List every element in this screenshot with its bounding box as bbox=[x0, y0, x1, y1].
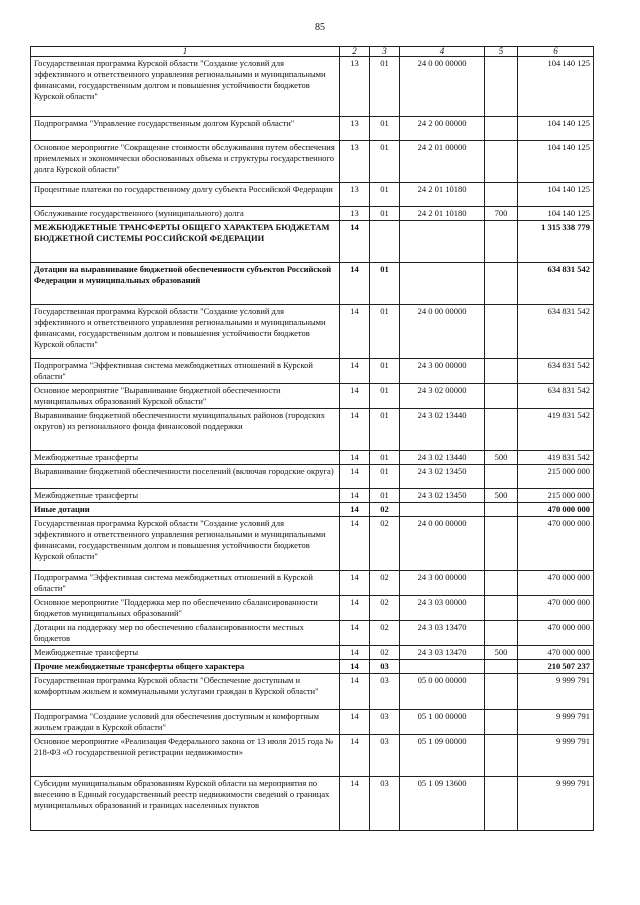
row-name-cell: Процентные платежи по государственному долгу субъекта Российской Федерации bbox=[31, 183, 340, 207]
table-row bbox=[31, 183, 594, 207]
row-section-cell: 14 bbox=[340, 465, 370, 489]
table-row bbox=[31, 489, 594, 503]
row-target-code-cell: 05 0 00 00000 bbox=[400, 674, 485, 710]
row-name-cell: Обслуживание государственного (муниципального) долга bbox=[31, 207, 340, 221]
row-name-cell: Межбюджетные трансферты bbox=[31, 451, 340, 465]
row-amount-cell: 1 315 338 779 bbox=[518, 221, 594, 263]
row-amount-cell: 104 140 125 bbox=[518, 141, 594, 183]
row-target-code-cell: 24 3 02 13440 bbox=[400, 451, 485, 465]
row-section-cell: 14 bbox=[340, 409, 370, 451]
row-amount-cell: 104 140 125 bbox=[518, 57, 594, 117]
row-subsection-cell: 03 bbox=[370, 710, 400, 735]
row-amount-cell: 215 000 000 bbox=[518, 465, 594, 489]
row-name-cell: Основное мероприятие "Поддержка мер по обеспечению сбалансированности бюджетов муниципальных образований" bbox=[31, 596, 340, 621]
table-row bbox=[31, 777, 594, 831]
table-row bbox=[31, 451, 594, 465]
row-amount-cell: 470 000 000 bbox=[518, 621, 594, 646]
row-name-cell: Подпрограмма "Эффективная система межбюджетных отношений в Курской области" bbox=[31, 571, 340, 596]
row-target-code-cell: 24 2 01 00000 bbox=[400, 141, 485, 183]
row-expense-type-cell: 500 bbox=[485, 489, 518, 503]
table-row bbox=[31, 660, 594, 674]
row-section-cell: 14 bbox=[340, 359, 370, 384]
row-subsection-cell: 02 bbox=[370, 571, 400, 596]
row-target-code-cell: 05 1 00 00000 bbox=[400, 710, 485, 735]
row-target-code-cell: 24 3 03 13470 bbox=[400, 646, 485, 660]
row-expense-type-cell bbox=[485, 117, 518, 141]
row-target-code-cell: 24 0 00 00000 bbox=[400, 517, 485, 571]
row-expense-type-cell: 700 bbox=[485, 207, 518, 221]
row-expense-type-cell bbox=[485, 359, 518, 384]
row-subsection-cell: 01 bbox=[370, 465, 400, 489]
row-amount-cell: 104 140 125 bbox=[518, 207, 594, 221]
row-section-cell: 14 bbox=[340, 777, 370, 831]
row-expense-type-cell bbox=[485, 263, 518, 305]
budget-table bbox=[30, 46, 594, 831]
row-amount-cell: 9 999 791 bbox=[518, 777, 594, 831]
row-section-cell: 13 bbox=[340, 207, 370, 221]
row-subsection-cell: 03 bbox=[370, 674, 400, 710]
row-expense-type-cell bbox=[485, 735, 518, 777]
row-subsection-cell: 03 bbox=[370, 777, 400, 831]
row-expense-type-cell bbox=[485, 465, 518, 489]
row-amount-cell: 215 000 000 bbox=[518, 489, 594, 503]
table-row bbox=[31, 517, 594, 571]
row-expense-type-cell bbox=[485, 221, 518, 263]
row-expense-type-cell bbox=[485, 409, 518, 451]
row-name-cell: Подпрограмма "Создание условий для обеспечения доступным и комфортным жильем граждан в Курской области" bbox=[31, 710, 340, 735]
row-expense-type-cell bbox=[485, 517, 518, 571]
row-name-cell: Иные дотации bbox=[31, 503, 340, 517]
row-section-cell: 14 bbox=[340, 384, 370, 409]
row-subsection-cell: 02 bbox=[370, 596, 400, 621]
col-header-6: 6 bbox=[518, 47, 594, 57]
row-subsection-cell: 02 bbox=[370, 621, 400, 646]
table-row bbox=[31, 503, 594, 517]
table-body bbox=[31, 57, 594, 831]
row-expense-type-cell bbox=[485, 183, 518, 207]
table-header-row bbox=[31, 47, 594, 57]
row-target-code-cell: 24 3 00 00000 bbox=[400, 359, 485, 384]
row-amount-cell: 9 999 791 bbox=[518, 735, 594, 777]
row-expense-type-cell bbox=[485, 384, 518, 409]
page-number: 85 bbox=[315, 22, 325, 33]
row-amount-cell: 9 999 791 bbox=[518, 710, 594, 735]
row-subsection-cell: 01 bbox=[370, 305, 400, 359]
row-section-cell: 14 bbox=[340, 305, 370, 359]
row-target-code-cell: 24 3 02 13450 bbox=[400, 489, 485, 503]
row-name-cell: Подпрограмма "Эффективная система межбюджетных отношений в Курской области" bbox=[31, 359, 340, 384]
table-row bbox=[31, 674, 594, 710]
table-row bbox=[31, 221, 594, 263]
row-name-cell: Выравнивание бюджетной обеспеченности муниципальных районов (городских округов) из регионального фонда финансовой поддержки bbox=[31, 409, 340, 451]
row-name-cell: Межбюджетные трансферты bbox=[31, 646, 340, 660]
row-amount-cell: 419 831 542 bbox=[518, 409, 594, 451]
row-name-cell: Подпрограмма "Управление государственным долгом Курской области" bbox=[31, 117, 340, 141]
table-row bbox=[31, 141, 594, 183]
row-section-cell: 14 bbox=[340, 263, 370, 305]
row-expense-type-cell bbox=[485, 674, 518, 710]
table-row bbox=[31, 571, 594, 596]
table-row bbox=[31, 207, 594, 221]
row-subsection-cell: 01 bbox=[370, 57, 400, 117]
row-amount-cell: 470 000 000 bbox=[518, 596, 594, 621]
row-section-cell: 13 bbox=[340, 183, 370, 207]
row-amount-cell: 634 831 542 bbox=[518, 359, 594, 384]
row-amount-cell: 419 831 542 bbox=[518, 451, 594, 465]
row-section-cell: 14 bbox=[340, 596, 370, 621]
row-target-code-cell: 24 3 00 00000 bbox=[400, 571, 485, 596]
row-section-cell: 14 bbox=[340, 503, 370, 517]
row-subsection-cell: 01 bbox=[370, 359, 400, 384]
table-row bbox=[31, 384, 594, 409]
row-name-cell: Выравнивание бюджетной обеспеченности поселений (включая городские округа) bbox=[31, 465, 340, 489]
row-name-cell: Дотации на выравнивание бюджетной обеспеченности субъектов Российской Федерации и муниципальных образований bbox=[31, 263, 340, 305]
row-section-cell: 13 bbox=[340, 57, 370, 117]
row-target-code-cell: 24 0 00 00000 bbox=[400, 305, 485, 359]
row-name-cell: Государственная программа Курской области "Обеспечение доступным и комфортным жильем и коммунальными услугами граждан в Курской области" bbox=[31, 674, 340, 710]
row-name-cell: МЕЖБЮДЖЕТНЫЕ ТРАНСФЕРТЫ ОБЩЕГО ХАРАКТЕРА БЮДЖЕТАМ БЮДЖЕТНОЙ СИСТЕМЫ РОССИЙСКОЙ ФЕДЕРАЦИИ bbox=[31, 221, 340, 263]
row-amount-cell: 634 831 542 bbox=[518, 305, 594, 359]
row-target-code-cell: 24 2 00 00000 bbox=[400, 117, 485, 141]
col-header-1: 1 bbox=[31, 47, 340, 57]
row-name-cell: Основное мероприятие "Сокращение стоимости обслуживания путем обеспечения приемлемых и экономически обоснованных объема и структуры государственного долга Курской области" bbox=[31, 141, 340, 183]
row-section-cell: 14 bbox=[340, 489, 370, 503]
table-row bbox=[31, 263, 594, 305]
row-section-cell: 14 bbox=[340, 674, 370, 710]
row-section-cell: 14 bbox=[340, 735, 370, 777]
row-amount-cell: 470 000 000 bbox=[518, 646, 594, 660]
row-section-cell: 14 bbox=[340, 660, 370, 674]
row-subsection-cell: 01 bbox=[370, 207, 400, 221]
row-expense-type-cell bbox=[485, 57, 518, 117]
row-target-code-cell bbox=[400, 263, 485, 305]
row-section-cell: 13 bbox=[340, 141, 370, 183]
row-amount-cell: 634 831 542 bbox=[518, 384, 594, 409]
table-row bbox=[31, 409, 594, 451]
row-amount-cell: 210 507 237 bbox=[518, 660, 594, 674]
row-subsection-cell: 01 bbox=[370, 263, 400, 305]
row-amount-cell: 104 140 125 bbox=[518, 183, 594, 207]
row-subsection-cell: 01 bbox=[370, 141, 400, 183]
table-row bbox=[31, 305, 594, 359]
row-subsection-cell bbox=[370, 221, 400, 263]
row-subsection-cell: 01 bbox=[370, 489, 400, 503]
row-target-code-cell bbox=[400, 660, 485, 674]
row-amount-cell: 634 831 542 bbox=[518, 263, 594, 305]
row-expense-type-cell bbox=[485, 141, 518, 183]
row-amount-cell: 470 000 000 bbox=[518, 571, 594, 596]
row-subsection-cell: 03 bbox=[370, 660, 400, 674]
table-row bbox=[31, 465, 594, 489]
row-amount-cell: 470 000 000 bbox=[518, 517, 594, 571]
row-target-code-cell: 05 1 09 00000 bbox=[400, 735, 485, 777]
row-name-cell: Основное мероприятие "Выравнивание бюджетной обеспеченности муниципальных образований Курской области" bbox=[31, 384, 340, 409]
row-expense-type-cell bbox=[485, 305, 518, 359]
col-header-5: 5 bbox=[485, 47, 518, 57]
table-row bbox=[31, 596, 594, 621]
row-expense-type-cell bbox=[485, 571, 518, 596]
row-name-cell: Дотации на поддержку мер по обеспечению сбалансированности местных бюджетов bbox=[31, 621, 340, 646]
row-subsection-cell: 01 bbox=[370, 384, 400, 409]
table-row bbox=[31, 57, 594, 117]
row-target-code-cell: 05 1 09 13600 bbox=[400, 777, 485, 831]
row-subsection-cell: 03 bbox=[370, 735, 400, 777]
row-name-cell: Субсидии муниципальным образованиям Курской области на мероприятия по внесению в Единый государственный реестр недвижимости сведений о границах муниципальных образований и границах населенных пунктов bbox=[31, 777, 340, 831]
row-section-cell: 14 bbox=[340, 621, 370, 646]
table-row bbox=[31, 117, 594, 141]
row-section-cell: 14 bbox=[340, 517, 370, 571]
row-name-cell: Государственная программа Курской области "Создание условий для эффективного и ответственного управления региональными и муниципальными финансами, государственным долгом и повышения устойчивости бюджетов Курской области" bbox=[31, 305, 340, 359]
row-target-code-cell: 24 3 03 13470 bbox=[400, 621, 485, 646]
row-name-cell: Основное мероприятие «Реализация Федерального закона от 13 июля 2015 года № 218-ФЗ «О государственной регистрации недвижимости» bbox=[31, 735, 340, 777]
row-section-cell: 14 bbox=[340, 571, 370, 596]
row-expense-type-cell bbox=[485, 660, 518, 674]
row-subsection-cell: 01 bbox=[370, 409, 400, 451]
row-name-cell: Государственная программа Курской области "Создание условий для эффективного и ответственного управления региональными и муниципальными финансами, государственным долгом и повышения устойчивости бюджетов Курской области" bbox=[31, 57, 340, 117]
row-target-code-cell: 24 0 00 00000 bbox=[400, 57, 485, 117]
row-expense-type-cell bbox=[485, 710, 518, 735]
row-expense-type-cell: 500 bbox=[485, 451, 518, 465]
row-expense-type-cell bbox=[485, 596, 518, 621]
row-subsection-cell: 01 bbox=[370, 117, 400, 141]
row-amount-cell: 104 140 125 bbox=[518, 117, 594, 141]
row-expense-type-cell bbox=[485, 621, 518, 646]
table-row bbox=[31, 735, 594, 777]
row-section-cell: 14 bbox=[340, 451, 370, 465]
row-section-cell: 14 bbox=[340, 646, 370, 660]
row-amount-cell: 9 999 791 bbox=[518, 674, 594, 710]
row-target-code-cell bbox=[400, 221, 485, 263]
row-target-code-cell: 24 3 02 00000 bbox=[400, 384, 485, 409]
row-subsection-cell: 02 bbox=[370, 503, 400, 517]
row-subsection-cell: 02 bbox=[370, 646, 400, 660]
row-expense-type-cell: 500 bbox=[485, 646, 518, 660]
row-section-cell: 13 bbox=[340, 117, 370, 141]
table-row bbox=[31, 621, 594, 646]
row-target-code-cell bbox=[400, 503, 485, 517]
row-target-code-cell: 24 3 02 13450 bbox=[400, 465, 485, 489]
row-name-cell: Прочие межбюджетные трансферты общего характера bbox=[31, 660, 340, 674]
row-subsection-cell: 02 bbox=[370, 517, 400, 571]
col-header-4: 4 bbox=[400, 47, 485, 57]
col-header-2: 2 bbox=[340, 47, 370, 57]
row-target-code-cell: 24 2 01 10180 bbox=[400, 183, 485, 207]
row-subsection-cell: 01 bbox=[370, 451, 400, 465]
row-expense-type-cell bbox=[485, 777, 518, 831]
row-name-cell: Государственная программа Курской области "Создание условий для эффективного и ответственного управления региональными и муниципальными финансами, государственным долгом и повышения устойчивости бюджетов Курской области" bbox=[31, 517, 340, 571]
table-row bbox=[31, 710, 594, 735]
row-target-code-cell: 24 2 01 10180 bbox=[400, 207, 485, 221]
row-expense-type-cell bbox=[485, 503, 518, 517]
table-row bbox=[31, 646, 594, 660]
row-section-cell: 14 bbox=[340, 221, 370, 263]
row-name-cell: Межбюджетные трансферты bbox=[31, 489, 340, 503]
col-header-3: 3 bbox=[370, 47, 400, 57]
row-target-code-cell: 24 3 02 13440 bbox=[400, 409, 485, 451]
row-section-cell: 14 bbox=[340, 710, 370, 735]
row-target-code-cell: 24 3 03 00000 bbox=[400, 596, 485, 621]
row-amount-cell: 470 000 000 bbox=[518, 503, 594, 517]
row-subsection-cell: 01 bbox=[370, 183, 400, 207]
table-row bbox=[31, 359, 594, 384]
